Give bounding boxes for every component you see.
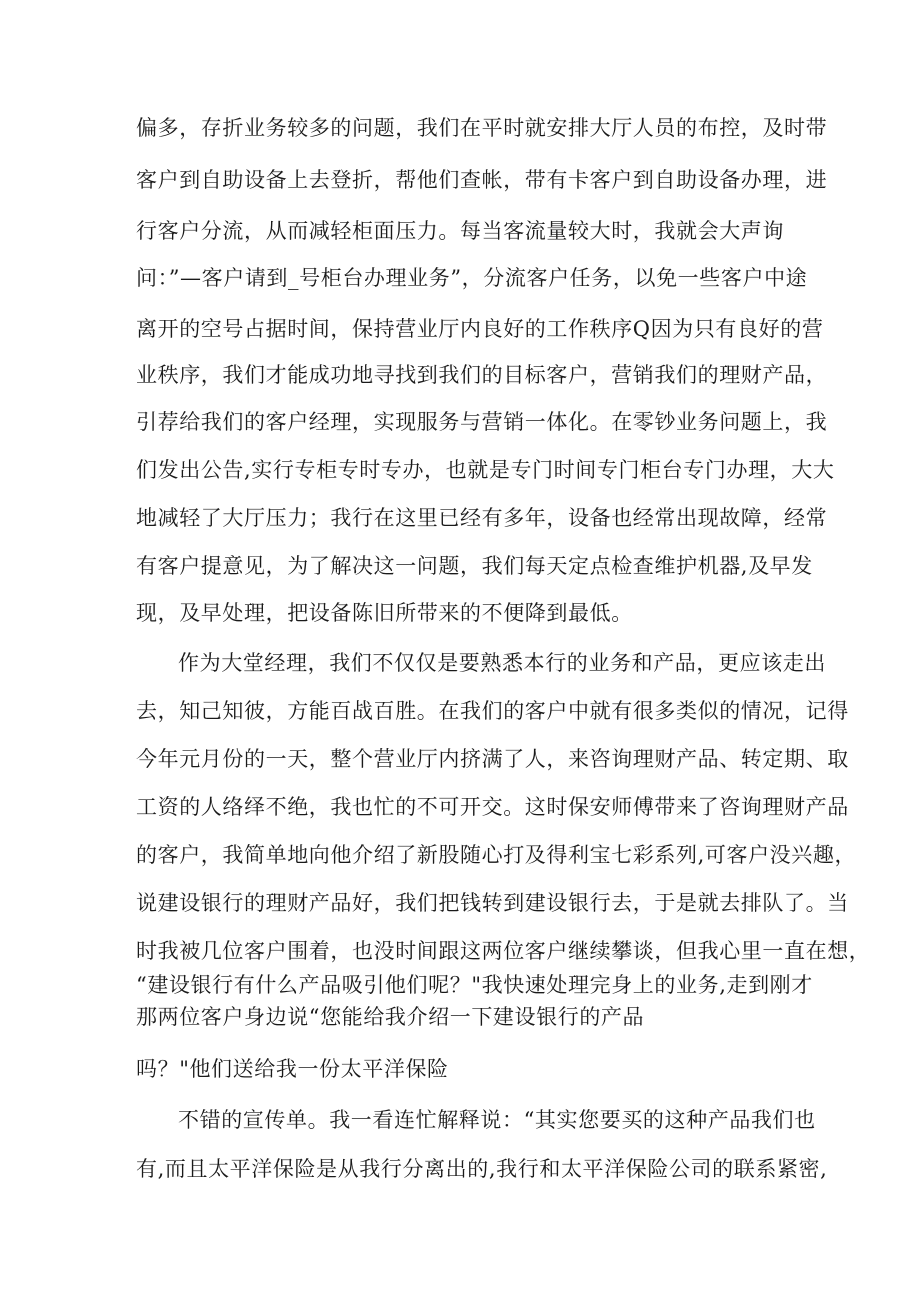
paragraph-line: 有,而且太平洋保险是从我行分离出的,我行和太平洋保险公司的联系紧密, xyxy=(136,1157,828,1181)
paragraph-line: 偏多，存折业务较多的问题，我们在平时就安排大厅人员的布控，及时带 xyxy=(136,116,828,140)
paragraph-line: 客户到自助设备上去登折，帮他们查帐，带有卡客户到自助设备办理，进 xyxy=(136,168,828,192)
paragraph-line: 今年元月份的一天，整个营业厅内挤满了人，来咨询理财产品、转定期、取 xyxy=(136,747,849,771)
paragraph-line: “建设银行有什么产品吸引他们呢？"我快速处理完身上的业务,走到刚才 xyxy=(136,973,813,997)
paragraph-line: 问：”—客户请到_号柜台办理业务”，分流客户任务，以免一些客户中途 xyxy=(136,266,808,290)
paragraph-line: 去，知己知彼，方能百战百胜。在我们的客户中就有很多类似的情况，记得 xyxy=(136,699,849,723)
paragraph-line: 不错的宣传单。我一看连忙解释说：“其实您要买的这种产品我们也 xyxy=(178,1108,816,1132)
paragraph-line: 作为大堂经理，我们不仅仅是要熟悉本行的业务和产品，更应该走出 xyxy=(178,651,826,675)
paragraph-line: 行客户分流，从而减轻柜面压力。每当客流量较大时，我就会大声询 xyxy=(136,219,784,243)
paragraph-line: 业秩序，我们才能成功地寻找到我们的目标客户，营销我们的理财产品， xyxy=(136,363,828,387)
paragraph-line: 说建设银行的理财产品好，我们把钱转到建设银行去，于是就去排队了。当 xyxy=(136,891,849,915)
paragraph-line: 们发出公告,实行专柜专时专办，也就是专门时间专门柜台专门办理，大大 xyxy=(136,458,835,482)
paragraph-line: 离开的空号占据时间，保持营业厅内良好的工作秩序Q因为只有良好的营 xyxy=(136,317,824,341)
paragraph-line: 吗？"他们送给我一份太平洋保险 xyxy=(136,1057,449,1081)
paragraph-line: 工资的人络绎不绝，我也忙的不可开交。这时保安师傅带来了咨询理财产品 xyxy=(136,795,849,819)
paragraph-line: 的客户，我简单地向他介绍了新股随心打及得利宝七彩系列,可客户没兴趣， xyxy=(136,843,857,867)
paragraph-line: 现，及早处理，把设备陈旧所带来的不便降到最低。 xyxy=(136,601,633,625)
paragraph-line: 有客户提意见，为了解决这一问题，我们每天定点检查维护机器,及早发 xyxy=(136,554,813,578)
paragraph-line: 地减轻了大厅压力；我行在这里已经有多年，设备也经常出现故障，经常 xyxy=(136,506,828,530)
paragraph-line: 引荐给我们的客户经理，实现服务与营销一体化。在零钞业务问题上，我 xyxy=(136,410,828,434)
paragraph-line: 时我被几位客户围着，也没时间跟这两位客户继续攀谈，但我心里一直在想， xyxy=(136,939,871,963)
paragraph-line: 那两位客户身边说“您能给我介绍一下建设银行的产品 xyxy=(136,1005,645,1029)
